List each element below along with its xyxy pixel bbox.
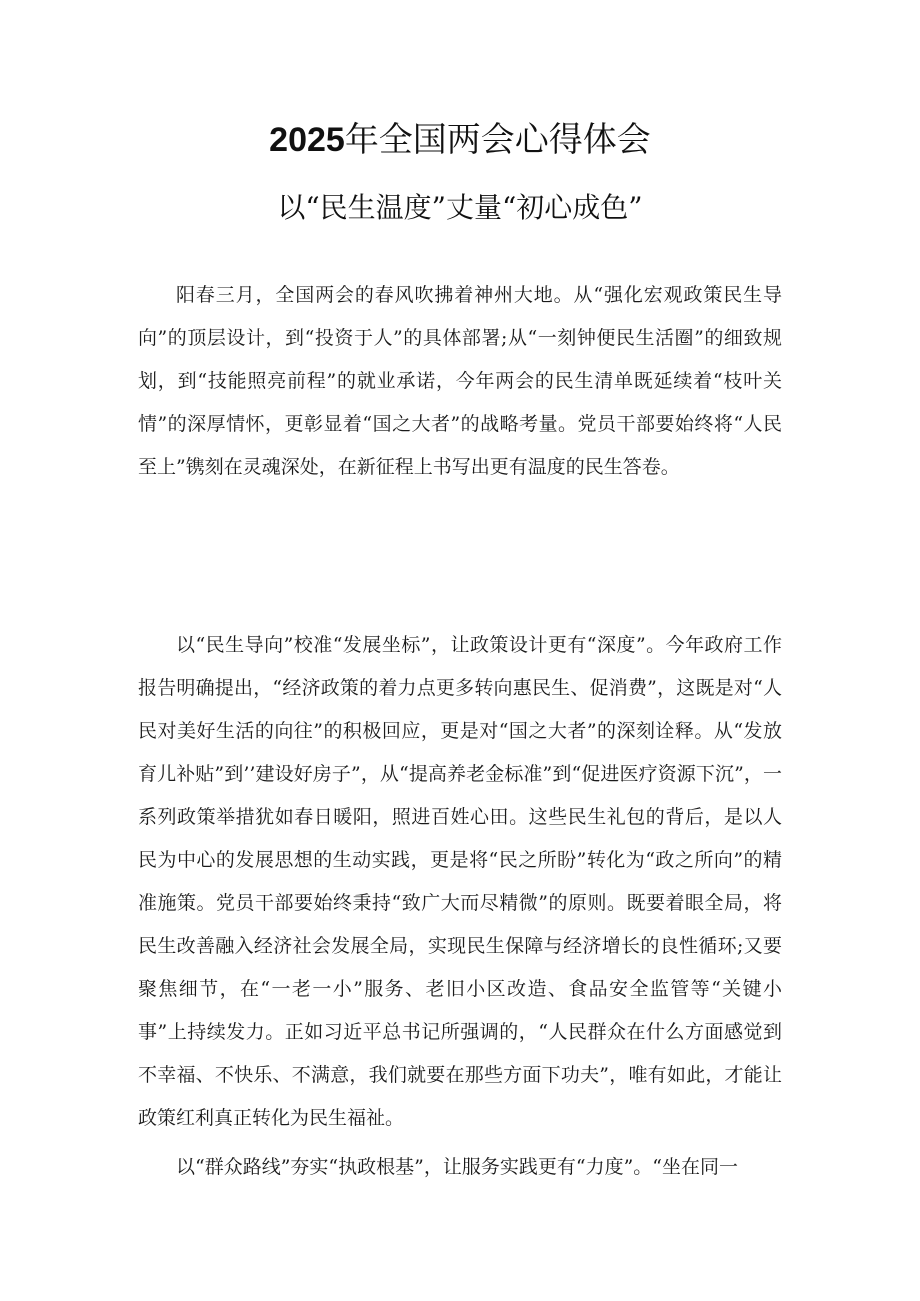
document-subtitle: 以“民生温度”丈量“初心成色” [277,191,643,224]
document-title [0,112,920,161]
paragraph-1: 阳春三月，全国两会的春风吹拂着神州大地。从“强化宏观政策民生导向”的顶层设计，到“投资于人”的具体部署;从“一刻钟便民生活圈”的细致规划，到“技能照亮前程”的就业承诺，今年两会的民生清单既延续着“枝叶关情”的深厚情怀，更彰显着“国之大者”的战略考量。党员干部要始终将“人民至上”镌刻在灵魂深处，在新征程上书写出更有温度的民生答卷。 [138,284,782,478]
title-text: 年全国两会心得体会 [344,120,651,160]
title-year: 2025 [269,121,345,159]
paragraph-3: 以“群众路线”夯实“执政根基”，让服务实践更有“力度”。“坐在同一 [176,1156,738,1178]
paragraph-2: 以“民生导向”校准“发展坐标”，让政策设计更有“深度”。今年政府工作报告明确提出，“经济政策的着力点更多转向惠民生、促消费”，这既是对“人民对美好生活的向往”的积极回应，更是对“国之大者”的深刻诠释。从“发放育儿补贴”到’’建设好房子”，从“提高养老金标准”到“促进医疗资源下沉”，一系列政策举措犹如春日暖阳，照进百姓心田。这些民生礼包的背后，是以人民为中心的发展思想的生动实践，更是将“民之所盼”转化为“政之所向”的精准施策。党员干部要始终秉持“致广大而尽精微”的原则。既要着眼全局，将民生改善融入经济社会发展全局，实现民生保障与经济增长的良性循环;又要聚焦细节，在“一老一小”服务、老旧小区改造、食品安全监管等“关键小事”上持续发力。正如习近平总书记所强调的，“人民群众在什么方面感觉到不幸福、不快乐、不满意，我们就要在那些方面下功夫”，唯有如此，才能让政策红利真正转化为民生福祉。 [138,634,782,1129]
